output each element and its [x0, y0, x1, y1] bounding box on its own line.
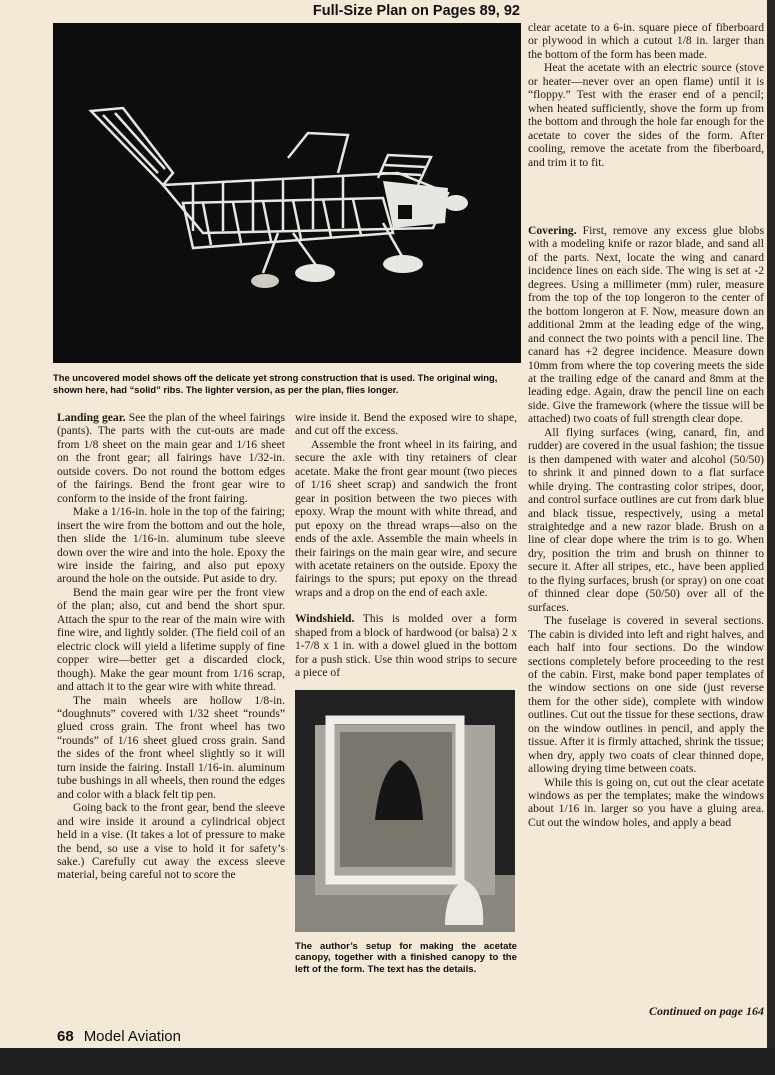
- landing-gear-heading: Landing gear.: [57, 411, 126, 424]
- paragraph: The main wheels are hollow 1/8-in. “doughnuts” covered with 1/32 sheet “rounds” glued cross grain. The front wheel has two “rounds” of 1/16 sheet glued cross grain. Sand the sides of the front wheel slightly so it will turn inside the fairing. Install 1/16-in. aluminum tube bushings in all wheels, then round the edges and color with a black felt tip pen.: [57, 693, 285, 801]
- column-2-text: [295, 411, 517, 975]
- photo1-caption: The uncovered model shows off the delicate yet strong construction that is used. The original wing, shown here, had “solid” ribs. The lighter version, as per the plan, flies longer.: [53, 372, 498, 395]
- covering-heading: Covering.: [528, 224, 577, 237]
- paragraph: Bend the main gear wire per the front view of the plan; also, cut and bend the short spur. Attach the spur to the rear of the main wire with fine wire, and lightly solder. (The field coil of an electric clock will yield a lifetime supply of fine copper wire—better get a discarded clock, though). Make the gear mount from 1/16 scrap, and attach it to the gear wire with white thread.: [57, 585, 285, 694]
- covering-section: [528, 224, 764, 829]
- column-3-text: [528, 21, 764, 169]
- page-footer: [57, 1028, 181, 1045]
- paragraph: Heat the acetate with an electric source (stove or heater—never over an open flame) until it is “floppy.” Test with the eraser end of a pencil; when heated sufficiently, shove the form up from the bottom and through the hole far enough for the acetate to cover the sides of the form. After cooling, remove the acetate from the fiberboard, and trim it to fit.: [528, 61, 764, 169]
- continued-link: Continued on page 164: [648, 1004, 764, 1018]
- paragraph: The fuselage is covered in several sections. The cabin is divided into left and right halves, and each half into four sections. Do the window sections completely before proceeding to the rest of the cabin. First, make bond paper templates of the window sections on one side (just reverse them for the other side), complete with window outlines. Cut out the tissue for these sections, draw on the window outlines in pencil, and apply the tissue. After it is firmly attached, shrink the tissue; when dry, apply two coats of clear thinned dope, allowing drying time between coats.: [528, 614, 764, 776]
- scan-edge-bottom: [0, 1048, 775, 1075]
- covering-paragraph: Covering. First, remove any excess glue blobs with a modeling knife or razor blade, and sand all of the parts. Next, locate the wing and canard incidence lines on each side. The wing is set at -2 degrees. Using a millimeter (mm) ruler, measure from the top of the top longeron to the center of the bottom longeron at F. Now, measure down an additional 2mm at the leading edge of the wing, and connect the two points with a pencil line. The canard has +2 degree incidence. Measure down 10mm from where the top covering meets the side at the trailing edge of the canard and 8mm at the leading edge. Again, draw the pencil line on each side. Give the framework (where the tissue will be attached) two coats of full strength clear dope.: [528, 224, 764, 426]
- column-1-text: [57, 411, 285, 882]
- paragraph: clear acetate to a 6-in. square piece of fiberboard or plywood in which a cutout 1/8 in. larger than the bottom of the form has been made.: [528, 21, 764, 61]
- scan-edge-right: [767, 0, 775, 1075]
- landing-gear-paragraph: Landing gear. See the plan of the wheel fairings (pants). The parts with the cut-outs are made from 1/8 sheet on the main gear and 1/16 sheet on the front gear; all fairings have 1/32-in. outside covers. Do not round the bottom edges of the fairings. Bend the front gear wire to conform to the inside of the front fairing.: [57, 411, 285, 505]
- uncovered-model-photo: [53, 23, 521, 363]
- paragraph: All flying surfaces (wing, canard, fin, and rudder) are covered in the usual fashion; the tissue is then dampened with water and alcohol (50/50) to shrink it and pinned down to a flat surface while drying. The contrasting color stripes, door, and control surface outlines are cut from dark blue and black tissue, respectively, using a metal straightedge and a new razor blade. Brush on a line of clear dope where the trim is to go. When dry, position the trim and brush on thinner to secure it. After all stripes, etc., have been applied to the flying surfaces, brush (or spray) on one coat of thinned clear dope (50/50) over all of the surfaces.: [528, 425, 764, 614]
- page-number: 68: [57, 1028, 74, 1045]
- airplane-frame-image: [53, 23, 521, 363]
- photo2-caption: The author’s setup for making the acetate canopy, together with a finished canopy to the left of the form. The text has the details.: [295, 940, 517, 975]
- windshield-paragraph: Windshield. This is molded over a form shaped from a block of hardwood (or balsa) 2 x 1-7/8 x 1 in. with a dowel glued in the bottom for a push stick. Use thin wood strips to secure a piece of: [295, 612, 517, 680]
- windshield-heading: Windshield.: [295, 612, 355, 626]
- paragraph: While this is going on, cut out the clear acetate windows as per the templates; make the windows about 1/16 in. larger so you have a gluing area. Cut out the window holes, and apply a bead: [528, 775, 764, 829]
- windshield-section: [295, 612, 517, 679]
- paragraph: Assemble the front wheel in its fairing, and secure the axle with tiny retainers of clear acetate. Make the front gear mount (two pieces of 1/16 sheet scrap) and sandwich the front gear in position between the two pieces with epoxy. Wrap the mount with white thread, and put epoxy on the thread wraps—also on the ends of the axle. Assemble the main wheels in their fairings on the main gear wire, and secure with acetate retainers on the outside. Epoxy the fairings to the spurs; put epoxy on the thread wraps and a drop on the end of each axle.: [295, 437, 517, 599]
- paragraph: Going back to the front gear, bend the sleeve and wire inside it around a cylindrical object held in a vise. (It takes a lot of pressure to make the bend, so use a vise to hold it for safety’s sake.) Carefully cut away the excess sleeve material, being careful not to score the: [57, 801, 285, 882]
- magazine-name: Model Aviation: [83, 1028, 181, 1045]
- plan-reference-header: Full-Size Plan on Pages 89, 92: [312, 3, 520, 19]
- canopy-form-image: [295, 690, 515, 932]
- canopy-setup-photo: [295, 690, 515, 932]
- paragraph: Make a 1/16-in. hole in the top of the fairing; insert the wire from the bottom and out the hole, then slide the 1/16-in. aluminum tube sleeve down over the wire and into the hole. Epoxy the wire inside the fairing, and also put epoxy around the hole on the outside. Put aside to dry.: [57, 505, 285, 586]
- paragraph: wire inside it. Bend the exposed wire to shape, and cut off the excess.: [295, 411, 517, 438]
